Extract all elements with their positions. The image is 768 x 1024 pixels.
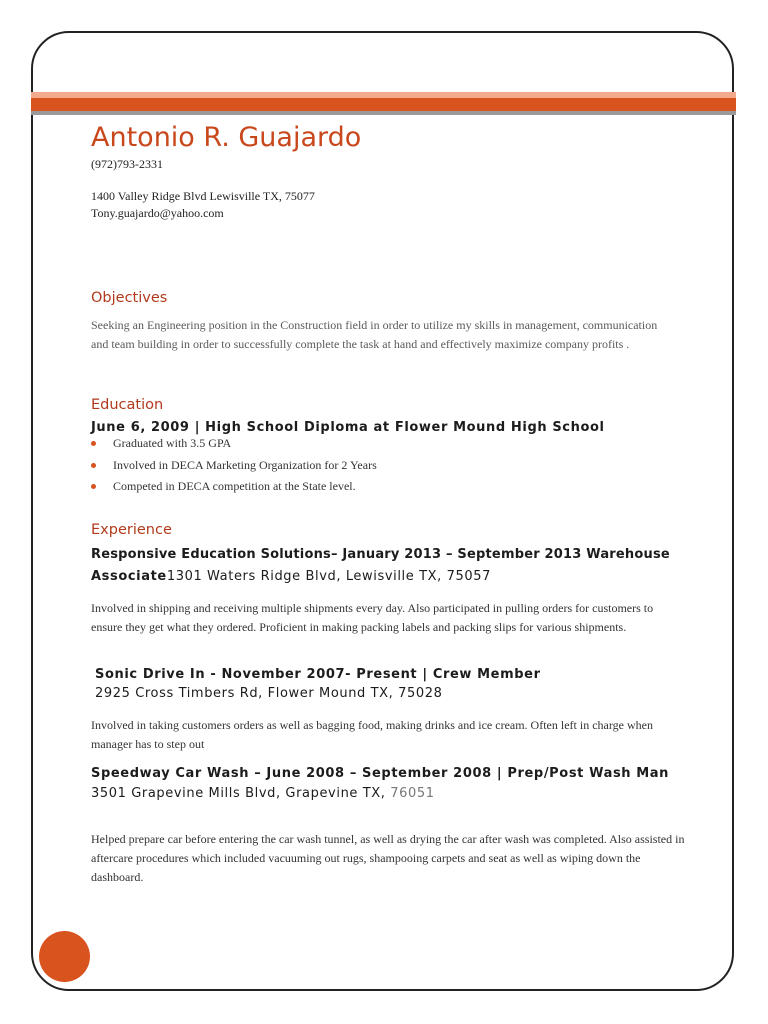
objectives-text: Seeking an Engineering position in the Construction field in order to utilize my skills in management, communication and team building in order to successfully complete the task at hand and effectively maximize company profits . <box>91 318 658 351</box>
objectives-heading: Objectives <box>91 290 168 306</box>
job2-title: Sonic Drive In - November 2007- Present | Crew Member <box>95 667 541 682</box>
list-item <box>91 479 377 501</box>
job1-title-line: Responsive Education Solutions– January 2013 – September 2013 Warehouse <box>91 547 670 562</box>
job2-address: 2925 Cross Timbers Rd, Flower Mound TX, 75028 <box>95 686 443 701</box>
job3-description: Helped prepare car before entering the car wash tunnel, as well as drying the car after wash was completed. Also assisted in aftercare procedures which included vacuuming out rugs, shampooing carpets and seat as well as wiping down the dashboard. <box>91 832 685 884</box>
header-band-accent <box>31 98 736 111</box>
job2-description: Involved in taking customers orders as well as bagging food, making drinks and ice cream. Often left in charge when manager has to step out <box>91 718 653 751</box>
bullet-text: Competed in DECA competition at the State level. <box>113 479 356 493</box>
experience-heading: Experience <box>91 522 172 538</box>
job3-title: Speedway Car Wash – June 2008 – September 2008 | Prep/Post Wash Man <box>91 766 670 781</box>
bullet-text: Graduated with 3.5 GPA <box>113 436 232 450</box>
bullet-text: Involved in DECA Marketing Organization for 2 Years <box>113 457 377 472</box>
job3-address-zip: 76051 <box>390 786 435 801</box>
job1-address: 1301 Waters Ridge Blvd, Lewisville TX, 75057 <box>166 569 491 584</box>
job1-title-cont-text: Associate <box>91 569 167 584</box>
job1-title-cont <box>91 569 491 584</box>
education-heading: Education <box>91 397 164 413</box>
applicant-name: Antonio R. Guajardo <box>91 122 362 153</box>
bullet-dot-icon <box>91 484 96 489</box>
list-item <box>91 436 377 458</box>
education-title: June 6, 2009 | High School Diploma at Flower Mound High School <box>91 420 605 435</box>
list-item <box>91 458 377 480</box>
job1-description: Involved in shipping and receiving multiple shipments every day. Also participated in pulling orders for customers to ensure they get what they ordered. Proficient in making packing labels and packing slips for various shipments. <box>91 601 654 634</box>
bullet-dot-icon <box>91 463 96 468</box>
job3-address <box>91 786 435 801</box>
email-address: Tony.guajardo@yahoo.com <box>91 206 224 220</box>
decorative-circle <box>39 931 90 982</box>
job3-address-main: 3501 Grapevine Mills Blvd, Grapevine TX, <box>91 786 391 801</box>
header-band-gray <box>31 111 736 115</box>
phone-number: (972)793-2331 <box>91 157 163 171</box>
home-address: 1400 Valley Ridge Blvd Lewisville TX, 75077 <box>91 189 315 203</box>
bullet-dot-icon <box>91 441 96 446</box>
education-bullet-list <box>91 436 377 501</box>
